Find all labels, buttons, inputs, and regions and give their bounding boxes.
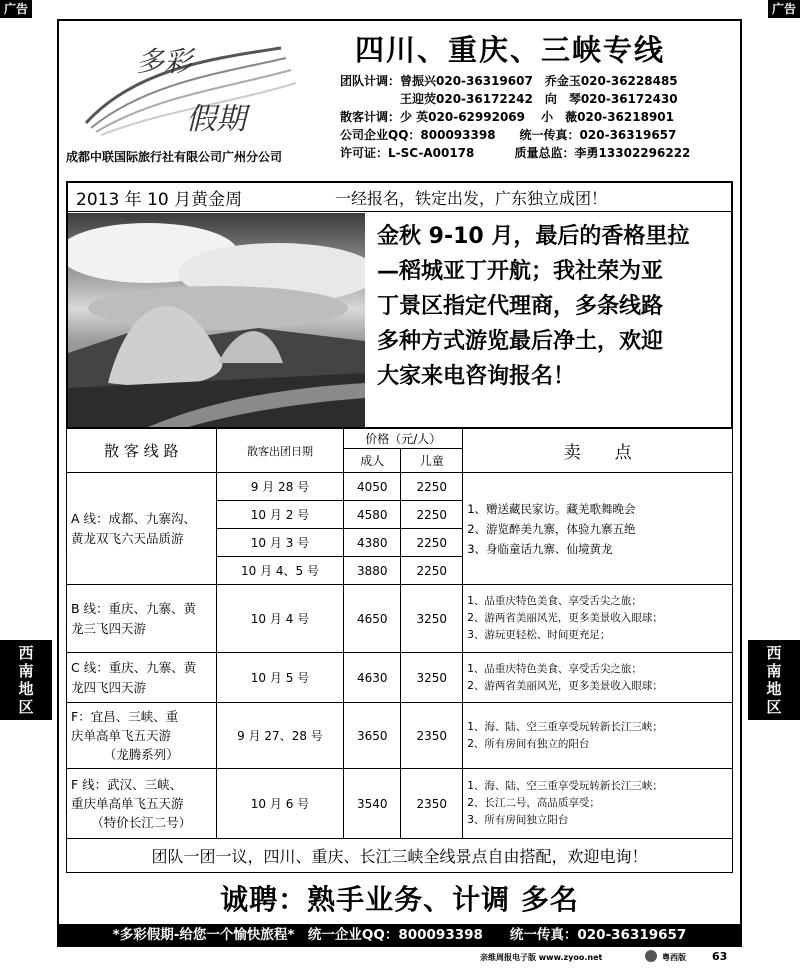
- table-footer-note: 团队一团一议，四川、重庆、长江三峡全线景点自由搭配，欢迎电询！: [67, 839, 733, 873]
- route-table: [66, 428, 733, 873]
- page-number: 63: [712, 950, 728, 963]
- adult-price: 4050: [344, 473, 401, 501]
- adult-price: 4650: [344, 585, 401, 653]
- route-name-f2: F 线：武汉、三峡、 重庆单高单飞五天游 （特价长江二号）: [67, 769, 217, 839]
- adult-price: 4630: [344, 653, 401, 703]
- contact-line: 散客计调：少 英020-62992069 小 薇020-36218901: [340, 110, 675, 124]
- departure-date: 10 月 3 号: [216, 529, 344, 557]
- table-row: [67, 769, 733, 839]
- promo-body: [377, 219, 689, 394]
- child-price: 2250: [401, 473, 463, 501]
- departure-date: 10 月 5 号: [216, 653, 344, 703]
- route-name-a: A 线：成都、九寨沟、 黄龙双飞六天品质游: [67, 473, 217, 585]
- header-child: 儿童: [401, 449, 463, 473]
- promo-divider: [66, 211, 733, 212]
- table-row: [67, 703, 733, 769]
- bottom-contact-bar: *多彩假期-给您一个愉快旅程* 统一企业QQ：800093398 统一传真：020-36319657: [59, 924, 740, 946]
- departure-date: 10 月 4 号: [216, 585, 344, 653]
- departure-date: 10 月 6 号: [216, 769, 344, 839]
- company-name: 成都中联国际旅行社有限公司广州分公司: [66, 150, 283, 164]
- route-name-b: B 线：重庆、九寨、黄 龙三飞四天游: [67, 585, 217, 653]
- region-side-label-left: 西 南 地 区: [0, 640, 52, 720]
- child-price: 2250: [401, 501, 463, 529]
- header-route: 散 客 线 路: [67, 429, 217, 473]
- selling-points-b: 1、品重庆特色美食、享受舌尖之旅； 2、游两省美丽风光，更多美景收入眼球； 3、游玩更轻松、时间更充足；: [463, 585, 733, 653]
- table-header-row: [67, 429, 733, 449]
- ad-label-right: 广告: [768, 0, 800, 18]
- departure-date: 10 月 2 号: [216, 501, 344, 529]
- header-points: 卖 点: [463, 429, 733, 473]
- departure-date: 9 月 27、28 号: [216, 703, 344, 769]
- header-adult: 成人: [344, 449, 401, 473]
- landscape-photo: [68, 213, 365, 427]
- child-price: 2350: [401, 703, 463, 769]
- logo-area: [66, 28, 326, 168]
- landscape-image: [68, 213, 365, 427]
- adult-price: 4580: [344, 501, 401, 529]
- selling-points-a: 1、赠送藏民家访。藏羌歌舞晚会 2、游览醉美九寨，体验九寨五绝 3、身临童话九寨、仙境黄龙: [463, 473, 733, 585]
- adult-price: 3540: [344, 769, 401, 839]
- route-name-f1: F：宜昌、三峡、重 庆单高单飞五天游 （龙腾系列）: [67, 703, 217, 769]
- child-price: 2250: [401, 557, 463, 585]
- ad-label-left: 广告: [0, 0, 32, 18]
- selling-points-f1: 1、海、陆、空三重享受玩转新长江三峡； 2、所有房间有独立的阳台: [463, 703, 733, 769]
- adult-price: 3650: [344, 703, 401, 769]
- departure-date: 10 月 4、5 号: [216, 557, 344, 585]
- table-footer-row: [67, 839, 733, 873]
- child-price: 2350: [401, 769, 463, 839]
- promo-line: —稻城亚丁开航；我社荣为亚: [377, 259, 664, 284]
- recruit-banner: 诚聘：熟手业务、计调 多名: [220, 883, 579, 916]
- region-side-label-right: 西 南 地 区: [748, 640, 800, 720]
- contact-block: [340, 72, 690, 162]
- footer-site-text: 亲维周报电子版 www.zyoo.net: [480, 953, 603, 962]
- contact-line: 公司企业QQ：800093398 统一传真：020-36319657: [340, 128, 677, 142]
- contact-line: 王迎荧020-36172242 向 琴020-36172430: [340, 92, 678, 106]
- promo-line: 多种方式游览最后净土，欢迎: [377, 329, 664, 354]
- contact-line: 许可证：L-SC-A00178 质量总监：李勇13302296222: [340, 146, 691, 160]
- table-row: [67, 585, 733, 653]
- table-row: [67, 653, 733, 703]
- adult-price: 3880: [344, 557, 401, 585]
- promo-tagline: 一经报名，铁定出发，广东独立成团！: [335, 189, 608, 208]
- promo-line: 丁景区指定代理商，多条线路: [377, 294, 664, 319]
- selling-points-c: 1、品重庆特色美食、享受舌尖之旅； 2、游两省美丽风光，更多美景收入眼球；: [463, 653, 733, 703]
- departure-date: 9 月 28 号: [216, 473, 344, 501]
- promo-line: 金秋 9-10 月，最后的香格里拉: [377, 224, 690, 249]
- footer-logo-icon: [645, 950, 657, 962]
- header-date: 散客出团日期: [216, 429, 344, 473]
- child-price: 2250: [401, 529, 463, 557]
- logo-text-top: 多彩: [136, 45, 193, 78]
- child-price: 3250: [401, 653, 463, 703]
- contact-line: 团队计调：曾振兴020-36319607 乔金玉020-36228485: [340, 74, 678, 88]
- header-price: 价格（元/人）: [344, 429, 463, 449]
- promo-line: 大家来电咨询报名！: [377, 364, 576, 389]
- promo-headline: 2013 年 10 月黄金周: [76, 190, 243, 210]
- page-title: 四川、重庆、三峡专线: [355, 33, 666, 67]
- table-row: [67, 473, 733, 501]
- selling-points-f2: 1、海、陆、空三重享受玩转新长江三峡； 2、长江二号，高品质享受； 3、所有房间独立阳台: [463, 769, 733, 839]
- logo-text-bottom: 假期: [186, 102, 246, 137]
- footer-brand: 粤西版: [662, 953, 686, 962]
- route-name-c: C 线：重庆、九寨、黄 龙四飞四天游: [67, 653, 217, 703]
- child-price: 3250: [401, 585, 463, 653]
- adult-price: 4380: [344, 529, 401, 557]
